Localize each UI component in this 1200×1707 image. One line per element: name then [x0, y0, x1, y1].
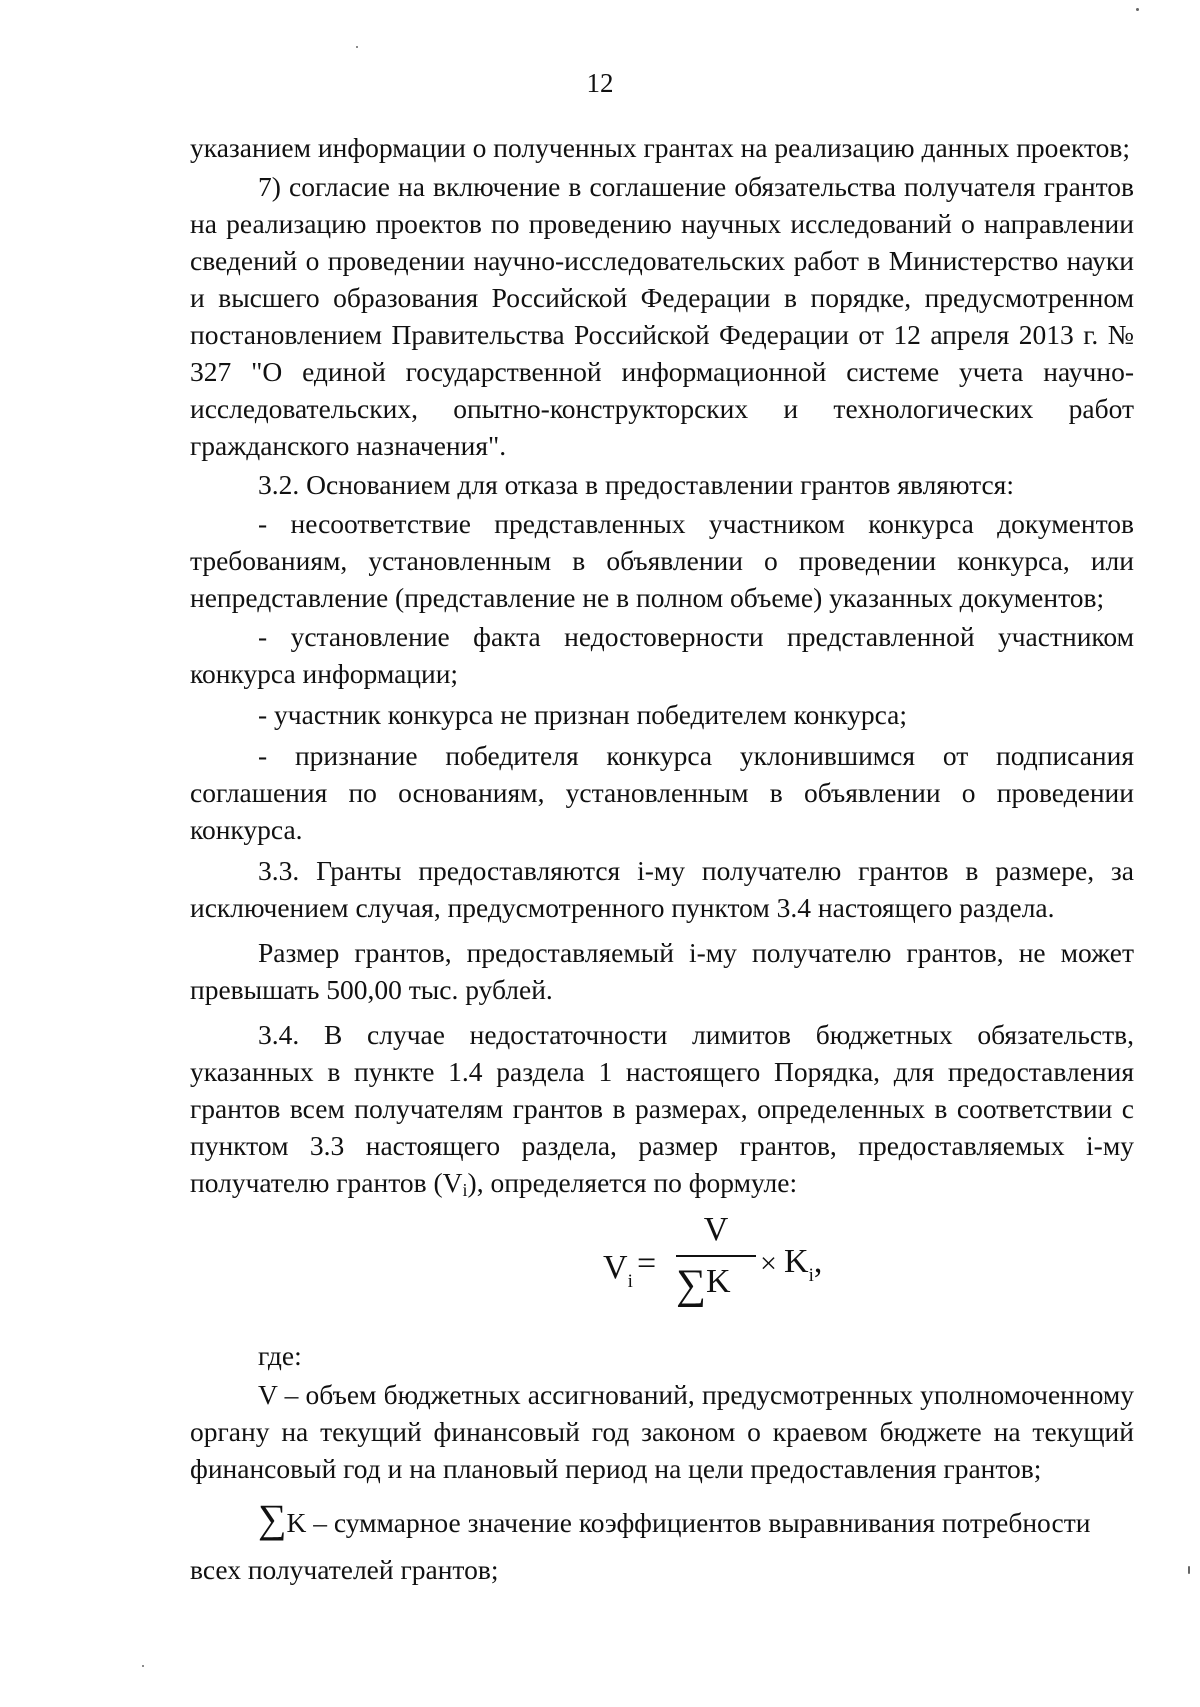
- formula-denominator-k: K: [705, 1263, 731, 1300]
- paragraph-3-2: 3.2. Основанием для отказа в предоставлении грантов являются:: [258, 469, 1014, 500]
- paragraph-3-4: [190, 1016, 1134, 1209]
- paragraph-continuation: указанием информации о полученных грантах на реализацию данных проектов;: [190, 132, 1130, 163]
- paragraph-item-7: 7) согласие на включение в соглашение обязательства получателя грантов на реализацию проектов по проведению научных исследований о направлении сведений о проведении научно-исследовательских работ в Министерство науки и высшего образования Российской Федерации в порядке, предусмотренном постановлением Правительства Российской Федерации от 12 апреля 2013 г. № 327 "О единой государственной информационной системе учета научно-исследовательских, опытно-конструкторских и технологических работ гражданского назначения".: [190, 171, 1134, 461]
- formula-fraction-bar: [676, 1255, 756, 1257]
- paragraph-3-4-subscript: i: [462, 1180, 468, 1200]
- sum-k-letter: K: [286, 1507, 307, 1538]
- formula-denominator: [676, 1261, 731, 1308]
- definition-v: V – объем бюджетных ассигнований, предусмотренных уполномоченному органу на текущий финансовый год законом о краевом бюджете на текущий финансовый год и на плановый период на цели предоставления грантов;: [190, 1379, 1134, 1484]
- refusal-reason-4: - признание победителя конкурса уклонившимся от подписания соглашения по основаниям, установленным в объявлении о проведении конкурса.: [190, 740, 1134, 845]
- grant-formula: [190, 1211, 1134, 1337]
- definition-sum-k-continuation: всех получателей грантов;: [190, 1554, 499, 1585]
- scan-speck: [356, 46, 358, 48]
- page-number: 12: [586, 68, 614, 98]
- formula-factor: [784, 1243, 822, 1285]
- formula-sigma-symbol: ∑: [676, 1262, 706, 1308]
- formula-lhs-subscript: i: [627, 1271, 633, 1292]
- refusal-reason-1: - несоответствие представленных участником конкурса документов требованиям, установленным в объявлении о проведении конкурса, или непредставление (представление не в полном объеме) указанных документов;: [190, 508, 1134, 613]
- paragraph-3-3: 3.3. Гранты предоставляются i-му получателю грантов в размере, за исключением случая, предусмотренного пунктом 3.4 настоящего раздела.: [190, 855, 1134, 923]
- formula-trailing-comma: ,: [813, 1243, 823, 1280]
- scan-speck: [142, 1665, 144, 1667]
- scan-speck: [1188, 1566, 1190, 1574]
- paragraph-grant-size: Размер грантов, предоставляемый i-му получателю грантов, не может превышать 500,00 тыс. рублей.: [190, 937, 1134, 1005]
- sum-sigma-symbol: ∑: [258, 1496, 287, 1541]
- formula-factor-subscript: i: [808, 1265, 814, 1286]
- where-label: где:: [258, 1340, 302, 1371]
- formula-lhs-symbol: V: [603, 1249, 628, 1286]
- refusal-reason-2: - установление факта недостоверности представленной участником конкурса информации;: [190, 621, 1134, 689]
- formula-equals: =: [637, 1245, 657, 1282]
- definition-sum-k-text: – суммарное значение коэффициентов выравнивания потребности: [306, 1507, 1091, 1538]
- formula-times: ×: [760, 1247, 777, 1280]
- scan-speck: [1136, 8, 1139, 11]
- document-body: [190, 129, 1134, 1588]
- paragraph-3-4-tail: ), определяется по формуле:: [467, 1167, 798, 1198]
- formula-numerator: V: [703, 1211, 729, 1248]
- paragraph-3-4-main: 3.4. В случае недостаточности лимитов бюджетных обязательств, указанных в пункте 1.4 раздела 1 настоящего Порядка, для предоставления грантов всем получателям грантов в размерах, определенных в соответствии с пунктом 3.3 настоящего раздела, размер грантов, предоставляемых i-му получателю грантов (V: [190, 1019, 1134, 1198]
- definition-sum-k: [190, 1496, 1134, 1541]
- formula-factor-symbol: K: [784, 1243, 809, 1280]
- refusal-reason-3: - участник конкурса не признан победителем конкурса;: [258, 699, 907, 730]
- formula-lhs: [603, 1249, 633, 1291]
